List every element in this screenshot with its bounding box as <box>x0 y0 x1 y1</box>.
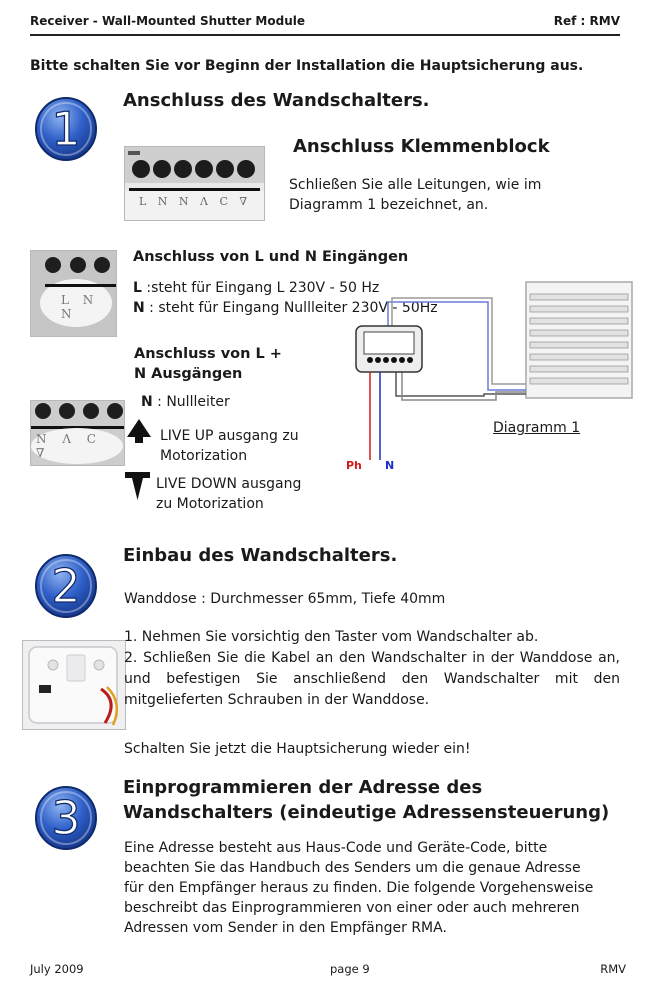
phase-label: Ph <box>346 459 362 472</box>
terminal-block-photo <box>124 146 265 221</box>
step-3-text-1: Eine Adresse besteht aus Haus-Code und Geräte-Code, bitte <box>124 840 548 856</box>
live-up-1: LIVE UP ausgang zu <box>160 428 299 444</box>
step-2-item-1: 1. Nehmen Sie vorsichtig den Taster vom Wandschalter ab. <box>124 629 539 645</box>
live-up-2: Motorization <box>160 448 248 464</box>
footer-page: page 9 <box>330 962 370 976</box>
outputs-title-1: Anschluss von L + <box>134 346 282 362</box>
step-1-title: Anschluss des Wandschalters. <box>123 90 430 111</box>
safety-warning: Bitte schalten Sie vor Beginn der Installation die Hauptsicherung aus. <box>30 58 584 74</box>
step-3-text-2: beachten Sie das Handbuch des Senders um die genaue Adresse <box>124 860 581 876</box>
terminal-block-text-1: Schließen Sie alle Leitungen, wie im <box>289 177 542 193</box>
step-3-title-1: Einprogrammieren der Adresse des <box>123 777 483 798</box>
step-3-badge <box>33 784 99 856</box>
neutral-key: N <box>141 394 153 410</box>
wall-box-spec: Wanddose : Durchmesser 65mm, Tiefe 40mm <box>124 591 446 607</box>
input-n-key: N <box>133 300 145 316</box>
diagram-caption: Diagramm 1 <box>493 420 581 436</box>
step-3-text-3: für den Empfänger heraus zu finden. Die folgende Vorgehensweise <box>124 880 594 896</box>
footer-date: July 2009 <box>30 962 84 976</box>
input-terminal-photo <box>30 250 117 337</box>
inputs-title: Anschluss von L und N Eingängen <box>133 249 409 265</box>
step-1-number: 1 <box>51 102 81 156</box>
terminal-block-title: Anschluss Klemmenblock <box>293 136 550 157</box>
terminal-block-text-2: Diagramm 1 bezeichnet, an. <box>289 197 489 213</box>
wall-switch-photo <box>22 640 126 730</box>
header-ref: Ref : RMV <box>553 14 620 28</box>
step-2-final: Schalten Sie jetzt die Hauptsicherung wieder ein! <box>124 741 471 757</box>
output-photo-labels: N Λ C ∇ <box>36 432 102 460</box>
step-1-badge <box>33 95 99 167</box>
step-3-text-4: beschreibt das Einprogrammieren von einer oder auch mehreren <box>124 900 580 916</box>
step-2-badge <box>33 552 99 624</box>
input-n-desc: : steht für Eingang Nullleiter 230V - 50Hz <box>144 300 438 316</box>
down-arrow-icon <box>124 471 151 505</box>
number-one-icon <box>33 95 99 163</box>
live-down-1: LIVE DOWN ausgang <box>156 476 302 492</box>
number-two-icon <box>33 552 99 620</box>
step-3-title-2: Wandschalters (eindeutige Adressensteuerung) <box>123 802 610 823</box>
header-rule <box>30 34 620 36</box>
step-2-item-2: 2. Schließen Sie die Kabel an den Wandschalter in der Wanddose an, und befestigen Sie anschließend den Wandschalter mit den mitgelieferten Schrauben in der Wanddose. <box>124 650 620 708</box>
input-l-key: L <box>133 280 142 296</box>
live-down-2: zu Motorization <box>156 496 264 512</box>
up-arrow-icon <box>126 418 152 448</box>
step-3-text-5: Adressen vom Sender in den Empfänger RMA. <box>124 920 447 936</box>
step-2-number: 2 <box>51 559 81 613</box>
footer-ref: RMV <box>600 962 626 976</box>
input-photo-labels: L N N <box>61 293 99 321</box>
output-terminal-photo <box>30 400 125 466</box>
number-three-icon <box>33 784 99 852</box>
step-2-title: Einbau des Wandschalters. <box>123 545 398 566</box>
step-3-number: 3 <box>51 791 81 845</box>
neutral-label: N <box>385 459 395 472</box>
outputs-title-2: N Ausgängen <box>134 366 243 382</box>
wiring-diagram <box>340 280 640 480</box>
header-title: Receiver - Wall-Mounted Shutter Module <box>30 14 305 28</box>
neutral-line <box>141 392 230 412</box>
terminal-labels: L N N Λ C ∇ <box>139 195 252 208</box>
neutral-desc: : Nullleiter <box>152 394 230 410</box>
input-l-desc: :steht für Eingang L 230V - 50 Hz <box>141 280 380 296</box>
